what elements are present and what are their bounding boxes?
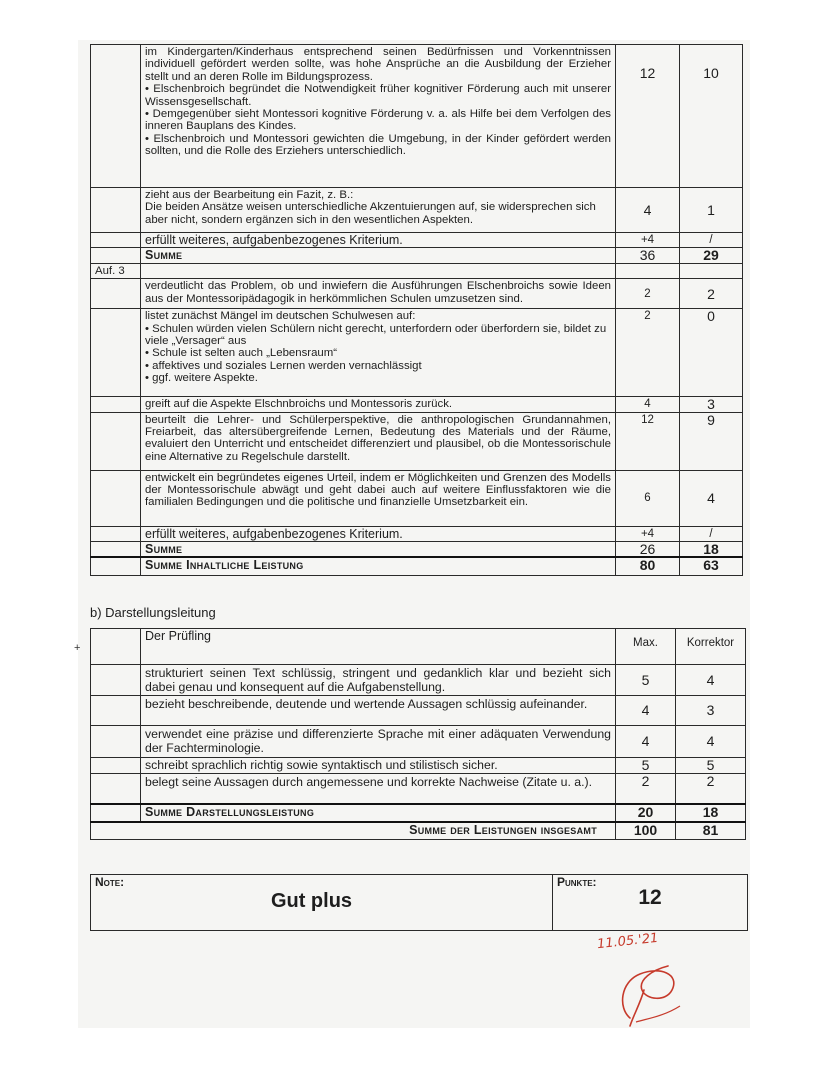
korrektor-value: 4: [680, 470, 743, 526]
row-label: [91, 696, 141, 726]
row-label: [91, 758, 141, 774]
max-value: 2: [616, 279, 680, 309]
korrektor-value: 3: [676, 696, 746, 726]
row-label: [91, 774, 141, 804]
max-value: 12: [616, 412, 680, 470]
table-row: [91, 542, 743, 558]
row-label: [91, 726, 141, 758]
criterion-text: beurteilt die Lehrer- und Schülerperspektive, die anthropologischen Grundannahmen, Freiarbeit, das altersübergreifende Lernen, Bedeutung des Materials und der Räume, evaluiert den Unterricht und entscheidet differenziert und plausibel, ob die Montessorischule eine Alternative zu Regelschule darstellt.: [141, 412, 616, 470]
result-box: [90, 874, 748, 931]
row-label: [91, 542, 141, 558]
korrektor-value: 63: [680, 557, 743, 575]
criterion-text: [141, 263, 616, 278]
max-value: 2: [616, 774, 676, 804]
sum-label: Summe: [141, 248, 616, 263]
header-label: Der Prüfling: [141, 629, 616, 665]
korrektor-value: 9: [680, 412, 743, 470]
max-value: +4: [616, 233, 680, 248]
content-grading-table: [90, 44, 743, 576]
margin-mark: +: [74, 642, 81, 654]
criterion-text: verdeutlicht das Problem, ob und inwiefern die Ausführungen Elschenbroichs sowie Ideen aus der Montessoripädagogik in herkömmlichen Schulen umzusetzen sind.: [141, 279, 616, 309]
row-label: [91, 309, 141, 397]
max-value: 5: [616, 758, 676, 774]
korrektor-value: 0: [680, 309, 743, 397]
table-row: [91, 470, 743, 526]
max-value: 4: [616, 726, 676, 758]
row-label: [91, 248, 141, 263]
criterion-text: listet zunächst Mängel im deutschen Schulwesen auf: • Schulen würden vielen Schülern nicht gerecht, unterfordern oder überfordern sie, bildet zu viele „Versager“ aus • Schule ist selten auch „Lebensraum“ • affektives und soziales Lernen werden vernachlässigt • ggf. weitere Aspekte.: [141, 309, 616, 397]
note-label: Note:: [95, 875, 125, 889]
criterion-text: entwickelt ein begründetes eigenes Urteil, indem er Möglichkeiten und Grenzen des Modells der Montessorischule abwägt und geht dabei auch auf weitere Einflussfaktoren wie die familialen Bedingungen und die politische und finanzielle Umsetzbarkeit ein.: [141, 470, 616, 526]
table-header-row: [91, 629, 746, 665]
total-content-label: Summe Inhaltliche Leistung: [141, 557, 616, 575]
max-value: 12: [616, 45, 680, 188]
table-row: [91, 233, 743, 248]
max-value: 100: [616, 822, 676, 840]
korrektor-value: 3: [680, 397, 743, 412]
korrektor-value: 2: [676, 774, 746, 804]
max-value: 4: [616, 188, 680, 233]
korrektor-value: /: [680, 233, 743, 248]
max-value: 26: [616, 542, 680, 558]
criterion-text: zieht aus der Bearbeitung ein Fazit, z. B.: Die beiden Ansätze weisen unterschiedliche Akzentuierungen auf, sie widersprechen sich aber nicht, sondern ergänzen sich in den wesentlichen Aspekten.: [141, 188, 616, 233]
table-row: [91, 726, 746, 758]
row-label: [91, 665, 141, 696]
row-label: [91, 412, 141, 470]
table-row: [91, 557, 743, 575]
presentation-grading-table: [90, 628, 746, 840]
max-value: 36: [616, 248, 680, 263]
criterion-text: erfüllt weiteres, aufgabenbezogenes Kriterium.: [141, 526, 616, 541]
max-value: 4: [616, 696, 676, 726]
table-row: [91, 309, 743, 397]
table-row: [91, 263, 743, 278]
row-label: [91, 397, 141, 412]
table-row: [91, 696, 746, 726]
table-row: [91, 188, 743, 233]
row-label: [91, 629, 141, 665]
table-row: [91, 279, 743, 309]
korrektor-value: 18: [680, 542, 743, 558]
korrektor-value: /: [680, 526, 743, 541]
korrektor-value: 4: [676, 665, 746, 696]
criterion-text: erfüllt weiteres, aufgabenbezogenes Kriterium.: [141, 233, 616, 248]
korrektor-value: 1: [680, 188, 743, 233]
table-row: [91, 822, 746, 840]
row-label: [91, 279, 141, 309]
row-label: [91, 804, 141, 822]
table-row: [91, 397, 743, 412]
result-row: [91, 875, 748, 931]
table-row: [91, 248, 743, 263]
korrektor-value: 81: [676, 822, 746, 840]
table-row: [91, 804, 746, 822]
criterion-text: im Kindergarten/Kinderhaus entsprechend seinen Bedürfnissen und Vorkenntnissen individuell gefördert werden sollte, was hohe Ansprüche an die Ausbildung der Erzieher stellt und an deren Rolle im Bildungsprozess. • Elschenbroich begründet die Notwendigkeit früher kognitiver Förderung auch mit unserer Wissensgesellschaft. • Demgegenüber sieht Montessori kognitive Förderung v. a. als Hilfe bei dem Verfolgen des inneren Bauplans des Kindes. • Elschenbroich und Montessori gewichten die Umgebung, in der Kinder gefördert werden sollten, und die Rolle des Erziehers unterschiedlich.: [141, 45, 616, 188]
max-value: 5: [616, 665, 676, 696]
max-value: 4: [616, 397, 680, 412]
grand-total-label: Summe der Leistungen insgesamt: [91, 822, 616, 840]
criterion-text: schreibt sprachlich richtig sowie syntaktisch und stilistisch sicher.: [141, 758, 616, 774]
korrektor-value: 2: [680, 279, 743, 309]
korrektor-value: 5: [676, 758, 746, 774]
row-label: [91, 526, 141, 541]
sum-label: Summe: [141, 542, 616, 558]
signature-icon: [610, 960, 690, 1030]
row-label: [91, 233, 141, 248]
criterion-text: greift auf die Aspekte Elschnbroichs und Montessoris zurück.: [141, 397, 616, 412]
korrektor-value: [680, 263, 743, 278]
punkte-cell: [553, 875, 748, 931]
sum-presentation-label: Summe Darstellungsleistung: [141, 804, 616, 822]
table-row: [91, 774, 746, 804]
criterion-text: verwendet eine präzise und differenzierte Sprache mit einer adäquaten Verwendung der Fachterminologie.: [141, 726, 616, 758]
task-label: Auf. 3: [91, 263, 141, 278]
header-max: Max.: [616, 629, 676, 665]
handwritten-date: 11.05.'21: [596, 930, 660, 953]
max-value: [616, 263, 680, 278]
punkte-value: 12: [638, 886, 662, 910]
header-korrektor: Korrektor: [676, 629, 746, 665]
korrektor-value: 18: [676, 804, 746, 822]
row-label: [91, 45, 141, 188]
table-row: [91, 526, 743, 541]
table-row: [91, 758, 746, 774]
max-value: +4: [616, 526, 680, 541]
table-row: [91, 665, 746, 696]
korrektor-value: 29: [680, 248, 743, 263]
max-value: 2: [616, 309, 680, 397]
criterion-text: strukturiert seinen Text schlüssig, stringent und gedanklich klar und bezieht sich dabei genau und konsequent auf die Aufgabenstellung.: [141, 665, 616, 696]
max-value: 6: [616, 470, 680, 526]
max-value: 80: [616, 557, 680, 575]
korrektor-value: 10: [680, 45, 743, 188]
criterion-text: bezieht beschreibende, deutende und wertende Aussagen schlüssig aufeinander.: [141, 696, 616, 726]
row-label: [91, 470, 141, 526]
max-value: 20: [616, 804, 676, 822]
note-cell: [91, 875, 553, 931]
criterion-text: belegt seine Aussagen durch angemessene und korrekte Nachweise (Zitate u. a.).: [141, 774, 616, 804]
table-row: [91, 412, 743, 470]
note-value: Gut plus: [270, 890, 353, 913]
row-label: [91, 557, 141, 575]
section-heading: b) Darstellungsleitung: [90, 605, 216, 620]
table-row: [91, 45, 743, 188]
punkte-label: Punkte:: [557, 875, 597, 889]
row-label: [91, 188, 141, 233]
korrektor-value: 4: [676, 726, 746, 758]
